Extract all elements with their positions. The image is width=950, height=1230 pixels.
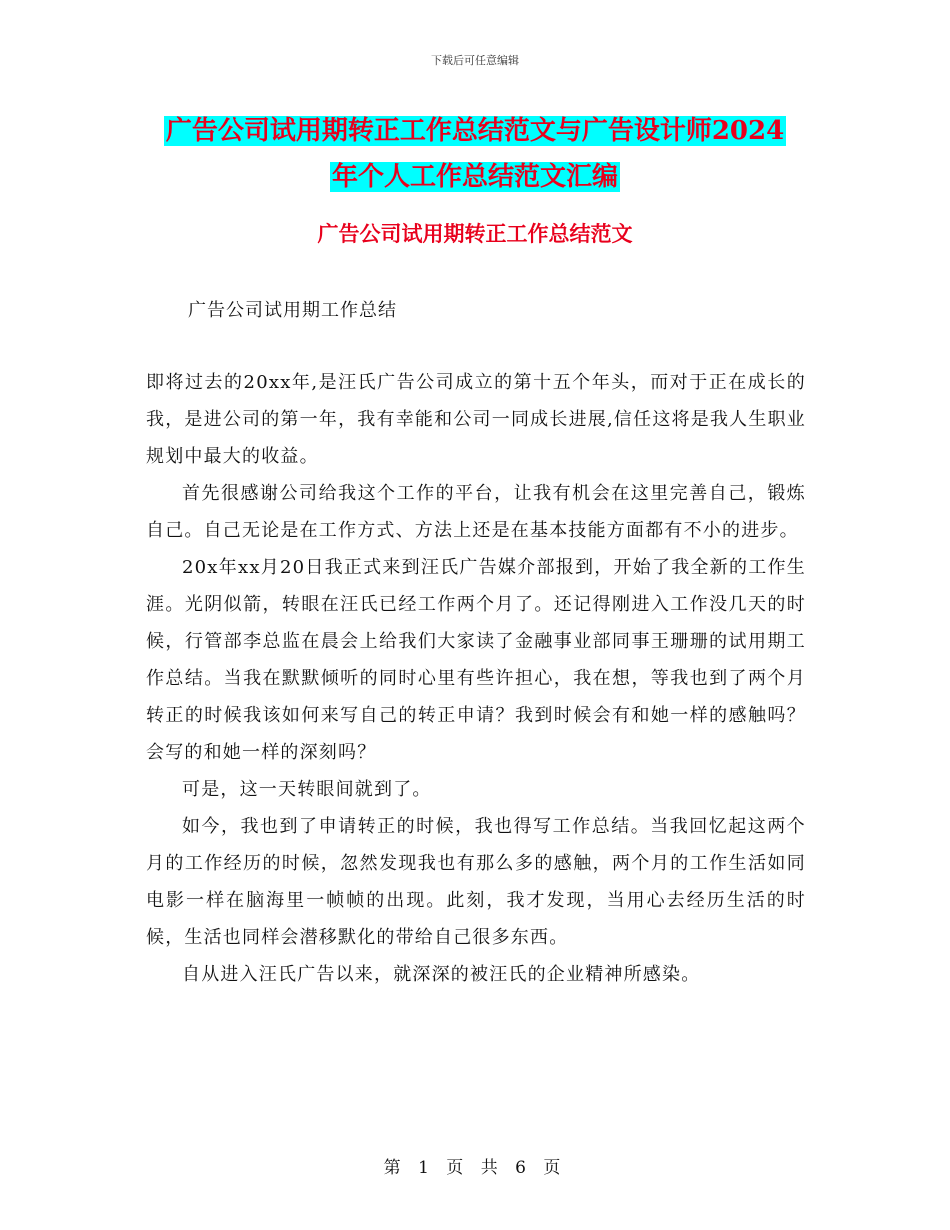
document-title-line-2: 年个人工作总结范文汇编 (331, 162, 618, 192)
paragraph: 20x年xx月20日我正式来到汪氏广告媒介部报到，开始了我全新的工作生涯。光阴似箭，转眼在汪氏已经工作两个月了。还记得刚进入工作没几天的时候，行管部李总监在晨会上给我们大家读了金融事业部同事王珊珊的试用期工作总结。当我在默默倾听的同时心里有些许担心，我在想，等我也到了两个月转正的时候我该如何来写自己的转正申请？我到时候会有和她一样的感触吗？会写的和她一样的深刻吗？ (146, 557, 806, 763)
section-title: 广告公司试用期转正工作总结范文 (317, 221, 633, 246)
subtitle: 广告公司试用期工作总结 (188, 300, 397, 321)
paragraph: 首先很感谢公司给我这个工作的平台，让我有机会在这里完善自己，锻炼自己。自己无论是在工作方式、方法上还是在基本技能方面都有不小的进步。 (146, 483, 806, 541)
document-title-line-1: 广告公司试用期转正工作总结范文与广告设计师2024 (165, 116, 785, 146)
paragraph: 可是，这一天转眼间就到了。 (182, 779, 432, 800)
paragraph: 如今，我也到了申请转正的时候，我也得写工作总结。当我回忆起这两个月的工作经历的时候，忽然发现我也有那么多的感触，两个月的工作生活如同电影一样在脑海里一帧帧的出现。此刻，我才发现，当用心去经历生活的时候，生活也同样会潜移默化的带给自己很多东西。 (146, 816, 806, 948)
paragraph: 即将过去的20xx年,是汪氏广告公司成立的第十五个年头，而对于正在成长的我，是进公司的第一年，我有幸能和公司一同成长进展,信任这将是我人生职业规划中最大的收益。 (146, 372, 806, 467)
document-title (0, 108, 950, 200)
page-number: 第 1 页 共 6 页 (383, 1158, 567, 1178)
page-header-note: 下载后可任意编辑 (431, 54, 519, 67)
document-body (146, 364, 806, 993)
paragraph: 自从进入汪氏广告以来，就深深的被汪氏的企业精神所感染。 (182, 964, 701, 985)
